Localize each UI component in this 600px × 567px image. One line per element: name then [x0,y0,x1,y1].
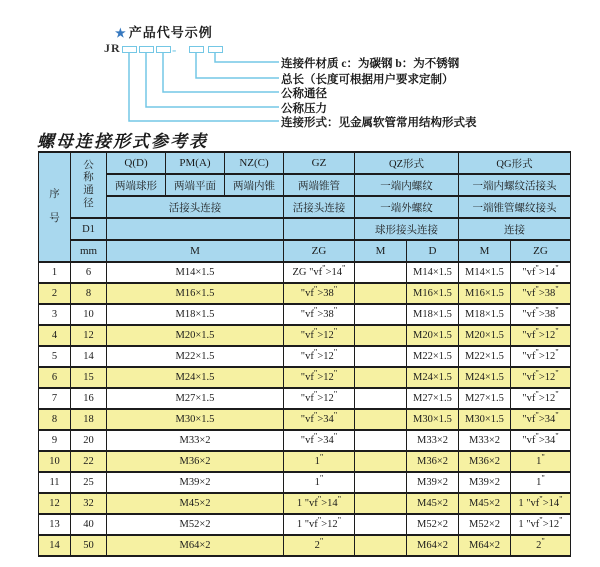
qz-m-cell [355,325,407,346]
qz-m-cell [355,493,407,514]
qg-zg-cell: 1 "vf">12" [511,514,571,535]
qz-d-cell: M64×2 [407,535,459,556]
qz-m-cell [355,514,407,535]
qz-m-cell [355,388,407,409]
header-row-5 [39,240,571,262]
connector-lines [100,40,300,132]
qg-desc2: 一端锥管螺纹接头 [459,196,571,218]
dn-cell: 14 [71,346,107,367]
gz-cell: 1 "vf">14" [284,493,355,514]
gz-cell: 1 "vf">12" [284,514,355,535]
col-gz: GZ [284,152,355,174]
qz-m-cell [355,472,407,493]
label-nominal-diameter: 公称通径 [281,88,327,100]
qz-d-cell: M30×1.5 [407,409,459,430]
qg-zg-cell: 1" [511,472,571,493]
col-nz: NZ(C) [225,152,284,174]
gz-cell: "vf">12" [284,367,355,388]
qg-zg-cell: "vf">34" [511,409,571,430]
table-row [39,409,571,430]
qg-zg-cell: 1" [511,451,571,472]
label-connection-type: 连接形式：见金属软管常用结构形式表 [281,117,477,129]
qz-connection: 球形接头连接 [355,218,459,240]
serial-cell: 2 [39,283,71,304]
label-material: 连接件材质 c：为碳钢 b：为不锈钢 [281,58,460,70]
qg-zg-cell: "vf">14" [511,262,571,283]
serial-cell: 8 [39,409,71,430]
m-thread-cell: M18×1.5 [107,304,284,325]
qg-m-cell: M18×1.5 [459,304,511,325]
dn-cell: 12 [71,325,107,346]
qz-m-cell [355,409,407,430]
qz-m-cell [355,304,407,325]
qz-desc2: 一端外螺纹 [355,196,459,218]
m-thread-cell: M24×1.5 [107,367,284,388]
qg-m-cell: M39×2 [459,472,511,493]
header-row-3 [39,196,571,218]
qg-zg-cell: "vf">12" [511,325,571,346]
qz-d-label: D [407,240,459,262]
code-prefix: JR [104,41,121,55]
serial-cell: 5 [39,346,71,367]
m-thread-cell: M30×1.5 [107,409,284,430]
table-body [39,262,571,556]
zg-label: ZG [284,240,355,262]
code-dash: - [172,42,177,57]
dn-cell: 32 [71,493,107,514]
label-total-length: 总长（长度可根据用户要求定制） [281,74,454,86]
m-thread-cell: M22×1.5 [107,346,284,367]
gz-cell: 1" [284,451,355,472]
qg-zg-cell: 2" [511,535,571,556]
m-thread-cell: M45×2 [107,493,284,514]
dn-cell: 50 [71,535,107,556]
qz-d-cell: M18×1.5 [407,304,459,325]
serial-cell: 12 [39,493,71,514]
m-thread-cell: M36×2 [107,451,284,472]
qz-d-cell: M16×1.5 [407,283,459,304]
gz-cell: "vf">12" [284,388,355,409]
header-row-4 [39,218,571,240]
gz-cell: 2" [284,535,355,556]
product-code-heading [115,22,213,41]
table-row [39,535,571,556]
m-thread-cell: M27×1.5 [107,388,284,409]
qz-m-cell [355,430,407,451]
table-row [39,472,571,493]
qz-m-cell [355,451,407,472]
table-title: 螺母连接形式参考表 [37,132,208,151]
gz-cell: 1" [284,472,355,493]
m-label: M [107,240,284,262]
qg-zg-cell: "vf">12" [511,346,571,367]
m-thread-cell: M20×1.5 [107,325,284,346]
qg-zg-cell: "vf">34" [511,430,571,451]
m-thread-cell: M16×1.5 [107,283,284,304]
qg-connection: 连接 [459,218,571,240]
serial-cell: 3 [39,304,71,325]
serial-cell: 6 [39,367,71,388]
qg-zg-label: ZG [511,240,571,262]
qg-m-cell: M20×1.5 [459,325,511,346]
m-thread-cell: M39×2 [107,472,284,493]
qz-d-cell: M22×1.5 [407,346,459,367]
label-nominal-pressure: 公称压力 [281,103,327,115]
table-row [39,304,571,325]
qg-zg-cell: "vf">38" [511,283,571,304]
gz-cell: ZG "vf">14" [284,262,355,283]
qz-m-cell [355,262,407,283]
qg-m-cell: M52×2 [459,514,511,535]
qz-m-cell [355,283,407,304]
table-row [39,367,571,388]
nz-desc: 两端内锥 [225,174,284,196]
serial-cell: 11 [39,472,71,493]
qg-m-cell: M16×1.5 [459,283,511,304]
m-thread-cell: M52×2 [107,514,284,535]
table-row [39,430,571,451]
qg-m-label: M [459,240,511,262]
qg-m-cell: M33×2 [459,430,511,451]
qz-d-cell: M24×1.5 [407,367,459,388]
qg-m-cell: M14×1.5 [459,262,511,283]
qg-m-cell: M36×2 [459,451,511,472]
qg-zg-cell: "vf">38" [511,304,571,325]
table-row [39,514,571,535]
qz-d-cell: M14×1.5 [407,262,459,283]
qz-desc1: 一端内螺纹 [355,174,459,196]
col-qg: QG形式 [459,152,571,174]
empty-cell [284,218,355,240]
qz-d-cell: M20×1.5 [407,325,459,346]
seq-header: 序号 [39,152,71,262]
union-connection: 活接头连接 [107,196,284,218]
gz-cell: "vf">38" [284,283,355,304]
star-icon: ★ [115,26,127,40]
serial-cell: 7 [39,388,71,409]
qz-d-cell: M36×2 [407,451,459,472]
dn-cell: 16 [71,388,107,409]
m-thread-cell: M64×2 [107,535,284,556]
reference-table [38,151,571,557]
m-thread-cell: M33×2 [107,430,284,451]
qz-d-cell: M39×2 [407,472,459,493]
m-thread-cell: M14×1.5 [107,262,284,283]
gz-cell: "vf">12" [284,325,355,346]
serial-cell: 13 [39,514,71,535]
empty-cell [107,218,284,240]
dn-cell: 22 [71,451,107,472]
qg-zg-cell: "vf">12" [511,388,571,409]
qz-d-cell: M27×1.5 [407,388,459,409]
gz-cell: "vf">38" [284,304,355,325]
table-row [39,346,571,367]
dn-cell: 18 [71,409,107,430]
qg-m-cell: M24×1.5 [459,367,511,388]
serial-cell: 1 [39,262,71,283]
serial-cell: 10 [39,451,71,472]
dn-cell: 20 [71,430,107,451]
dn-cell: 40 [71,514,107,535]
gz-cell: "vf">12" [284,346,355,367]
serial-cell: 14 [39,535,71,556]
qg-m-cell: M64×2 [459,535,511,556]
dn-cell: 10 [71,304,107,325]
qg-zg-cell: "vf">12" [511,367,571,388]
gz-connection: 活接头连接 [284,196,355,218]
gz-desc: 两端锥管 [284,174,355,196]
dn-cell: 25 [71,472,107,493]
mm-header: mm [71,240,107,262]
qz-d-cell: M33×2 [407,430,459,451]
qg-zg-cell: 1 "vf">14" [511,493,571,514]
qg-m-cell: M45×2 [459,493,511,514]
qg-m-cell: M27×1.5 [459,388,511,409]
qg-desc1: 一端内螺纹活接头 [459,174,571,196]
col-pm: PM(A) [166,152,225,174]
qz-m-cell [355,535,407,556]
qz-d-cell: M45×2 [407,493,459,514]
dn-header: 公称通径 [71,152,107,218]
header-row-1 [39,152,571,174]
pm-desc: 两端平面 [166,174,225,196]
header-row-2 [39,174,571,196]
table-row [39,283,571,304]
qz-d-cell: M52×2 [407,514,459,535]
qg-m-cell: M22×1.5 [459,346,511,367]
dn-cell: 6 [71,262,107,283]
gz-cell: "vf">34" [284,430,355,451]
q-desc: 两端球形 [107,174,166,196]
qz-m-label: M [355,240,407,262]
gz-cell: "vf">34" [284,409,355,430]
table-row [39,262,571,283]
table-row [39,325,571,346]
dn-cell: 8 [71,283,107,304]
col-q: Q(D) [107,152,166,174]
serial-cell: 9 [39,430,71,451]
col-qz: QZ形式 [355,152,459,174]
qz-m-cell [355,367,407,388]
qg-m-cell: M30×1.5 [459,409,511,430]
serial-cell: 4 [39,325,71,346]
table-row [39,451,571,472]
table-row [39,388,571,409]
dn-cell: 15 [71,367,107,388]
product-code-heading-text: 产品代号示例 [128,25,213,40]
qz-m-cell [355,346,407,367]
d1-header: D1 [71,218,107,240]
table-row [39,493,571,514]
